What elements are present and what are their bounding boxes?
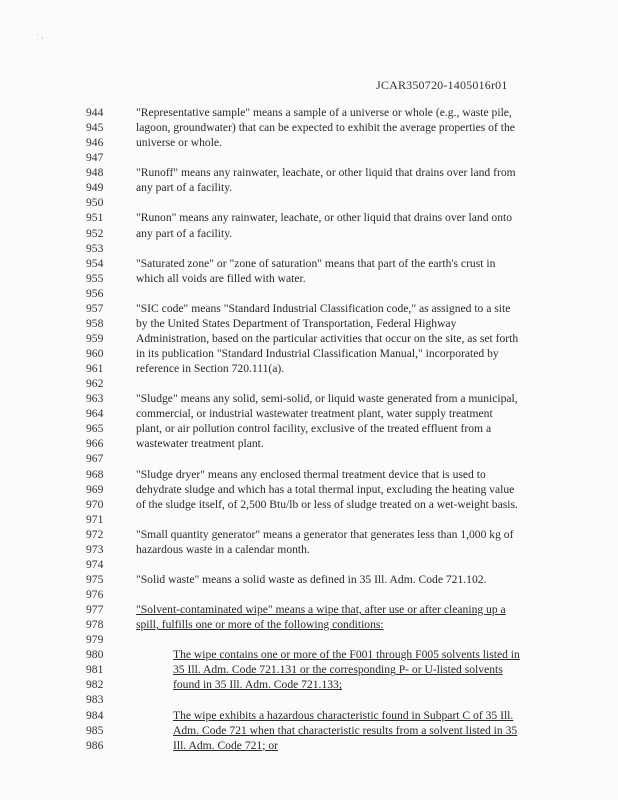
text-line xyxy=(0,692,618,707)
text-line xyxy=(0,602,618,617)
document-body xyxy=(0,105,618,753)
text-line xyxy=(0,391,618,406)
line-number: 947 xyxy=(86,151,104,165)
text-line xyxy=(0,512,618,527)
text-line xyxy=(0,195,618,210)
line-number: 981 xyxy=(86,663,104,677)
line-text: dehydrate sludge and which has a total thermal input, excluding the heating value xyxy=(136,482,515,496)
line-text: any part of a facility. xyxy=(136,226,233,240)
text-line xyxy=(0,723,618,738)
line-text: wastewater treatment plant. xyxy=(136,437,264,451)
text-line xyxy=(0,587,618,602)
line-number: 974 xyxy=(86,557,104,571)
text-line xyxy=(0,708,618,723)
text-line xyxy=(0,256,618,271)
line-number: 986 xyxy=(86,738,104,752)
line-number: 972 xyxy=(86,527,104,541)
line-number: 978 xyxy=(86,618,104,632)
line-text: "Sludge" means any solid, semi-solid, or liquid waste generated from a municipal, xyxy=(136,392,518,406)
line-number: 979 xyxy=(86,633,104,647)
line-text: "Saturated zone" or "zone of saturation" means that part of the earth's crust in xyxy=(136,256,496,270)
line-number: 951 xyxy=(86,211,104,225)
line-text: reference in Section 720.111(a). xyxy=(136,362,285,376)
line-text-amended: Adm. Code 721 when that characteristic results from a solvent listed in 35 xyxy=(173,723,518,737)
document-id: JCAR350720-1405016r01 xyxy=(376,78,508,92)
text-line xyxy=(0,271,618,286)
line-text-amended: 35 Ill. Adm. Code 721.131 or the corresponding P- or U-listed solvents xyxy=(173,663,503,677)
line-number: 964 xyxy=(86,407,104,421)
line-text-amended: found in 35 Ill. Adm. Code 721.133; xyxy=(173,678,343,692)
line-number: 985 xyxy=(86,723,104,737)
line-text: hazardous waste in a calendar month. xyxy=(136,542,310,556)
line-text: Administration, based on the particular activities that occur on the site, as set forth xyxy=(136,331,519,345)
line-text-amended: The wipe contains one or more of the F001 through F005 solvents listed in xyxy=(173,648,520,662)
line-number: 944 xyxy=(86,106,104,119)
line-number: 948 xyxy=(86,166,104,180)
line-number: 954 xyxy=(86,256,104,270)
line-number: 968 xyxy=(86,467,104,481)
line-text: universe or whole. xyxy=(136,136,222,150)
line-number: 956 xyxy=(86,286,104,300)
line-text-amended: "Solvent-contaminated wipe" means a wipe that, after use or after cleaning up a xyxy=(136,603,506,617)
text-line xyxy=(0,572,618,587)
line-text: by the United States Department of Transportation, Federal Highway xyxy=(136,316,457,330)
text-line xyxy=(0,557,618,572)
text-line xyxy=(0,647,618,662)
line-number: 946 xyxy=(86,136,104,150)
text-line xyxy=(0,406,618,421)
line-text: "Runoff" means any rainwater, leachate, or other liquid that drains over land from xyxy=(136,166,516,180)
line-number: 969 xyxy=(86,482,104,496)
text-line xyxy=(0,316,618,331)
line-number: 963 xyxy=(86,392,104,406)
line-number: 971 xyxy=(86,512,104,526)
line-number: 959 xyxy=(86,331,104,345)
text-line xyxy=(0,436,618,451)
line-number: 982 xyxy=(86,678,104,692)
text-line xyxy=(0,120,618,135)
line-number: 949 xyxy=(86,181,104,195)
line-text: any part of a facility. xyxy=(136,181,233,195)
line-text: plant, or air pollution control facility, exclusive of the treated effluent from a xyxy=(136,422,492,436)
text-line xyxy=(0,617,618,632)
line-number: 976 xyxy=(86,588,104,601)
line-number: 965 xyxy=(86,422,104,436)
line-text-amended: Ill. Adm. Code 721; or xyxy=(173,738,278,752)
text-line xyxy=(0,226,618,241)
text-line xyxy=(0,421,618,436)
text-line xyxy=(0,210,618,225)
line-text: "Solid waste" means a solid waste as defined in 35 Ill. Adm. Code 721.102. xyxy=(136,572,487,586)
line-text: which all voids are filled with water. xyxy=(136,271,306,285)
line-number: 957 xyxy=(86,301,104,315)
line-number: 958 xyxy=(86,316,104,330)
text-line xyxy=(0,180,618,195)
line-text: of the sludge itself, of 2,500 Btu/lb or less of sludge treated on a wet-weight basis. xyxy=(136,497,518,511)
line-text: "Small quantity generator" means a generator that generates less than 1,000 kg of xyxy=(136,527,514,541)
line-text: "SIC code" means "Standard Industrial Classification code," as assigned to a site xyxy=(136,301,511,315)
line-number: 966 xyxy=(86,437,104,451)
line-number: 945 xyxy=(86,121,104,135)
line-number: 960 xyxy=(86,347,104,360)
line-text: lagoon, groundwater) that can be expected to exhibit the average properties of the xyxy=(136,121,515,135)
scan-specks: · , xyxy=(36,30,44,40)
text-line xyxy=(0,632,618,647)
text-line xyxy=(0,331,618,346)
line-number: 973 xyxy=(86,542,104,556)
line-number: 962 xyxy=(86,377,104,391)
text-line xyxy=(0,165,618,180)
line-text: commercial, or industrial wastewater treatment plant, water supply treatment xyxy=(136,407,493,421)
line-number: 983 xyxy=(86,693,104,707)
line-number: 984 xyxy=(86,708,104,722)
text-line xyxy=(0,376,618,391)
line-number: 955 xyxy=(86,271,104,285)
text-line xyxy=(0,497,618,512)
line-number: 975 xyxy=(86,572,104,586)
text-line xyxy=(0,150,618,165)
text-line xyxy=(0,286,618,301)
text-line xyxy=(0,301,618,316)
line-number: 970 xyxy=(86,497,104,511)
text-line xyxy=(0,467,618,482)
text-line xyxy=(0,738,618,753)
line-text: "Sludge dryer" means any enclosed thermal treatment device that is used to xyxy=(136,467,486,481)
text-line xyxy=(0,135,618,150)
line-text: in its publication "Standard Industrial Classification Manual," incorporated by xyxy=(136,347,499,360)
line-number: 950 xyxy=(86,196,104,210)
line-number: 952 xyxy=(86,226,104,240)
text-line xyxy=(0,241,618,256)
text-line xyxy=(0,542,618,557)
text-line xyxy=(0,451,618,466)
line-number: 961 xyxy=(86,362,104,376)
line-number: 967 xyxy=(86,452,104,466)
line-text: "Runon" means any rainwater, leachate, or other liquid that drains over land onto xyxy=(136,211,513,225)
line-number: 980 xyxy=(86,648,104,662)
text-line xyxy=(0,361,618,376)
text-line xyxy=(0,677,618,692)
text-line xyxy=(0,482,618,497)
text-line xyxy=(0,105,618,120)
line-number: 953 xyxy=(86,241,104,255)
text-line xyxy=(0,346,618,361)
line-text-amended: The wipe exhibits a hazardous characteristic found in Subpart C of 35 Ill. xyxy=(173,708,514,722)
text-line xyxy=(0,662,618,677)
line-text: "Representative sample" means a sample of a universe or whole (e.g., waste pile, xyxy=(136,106,512,119)
line-number: 977 xyxy=(86,603,104,617)
text-line xyxy=(0,527,618,542)
line-text-amended: spill, fulfills one or more of the following conditions: xyxy=(136,618,384,632)
